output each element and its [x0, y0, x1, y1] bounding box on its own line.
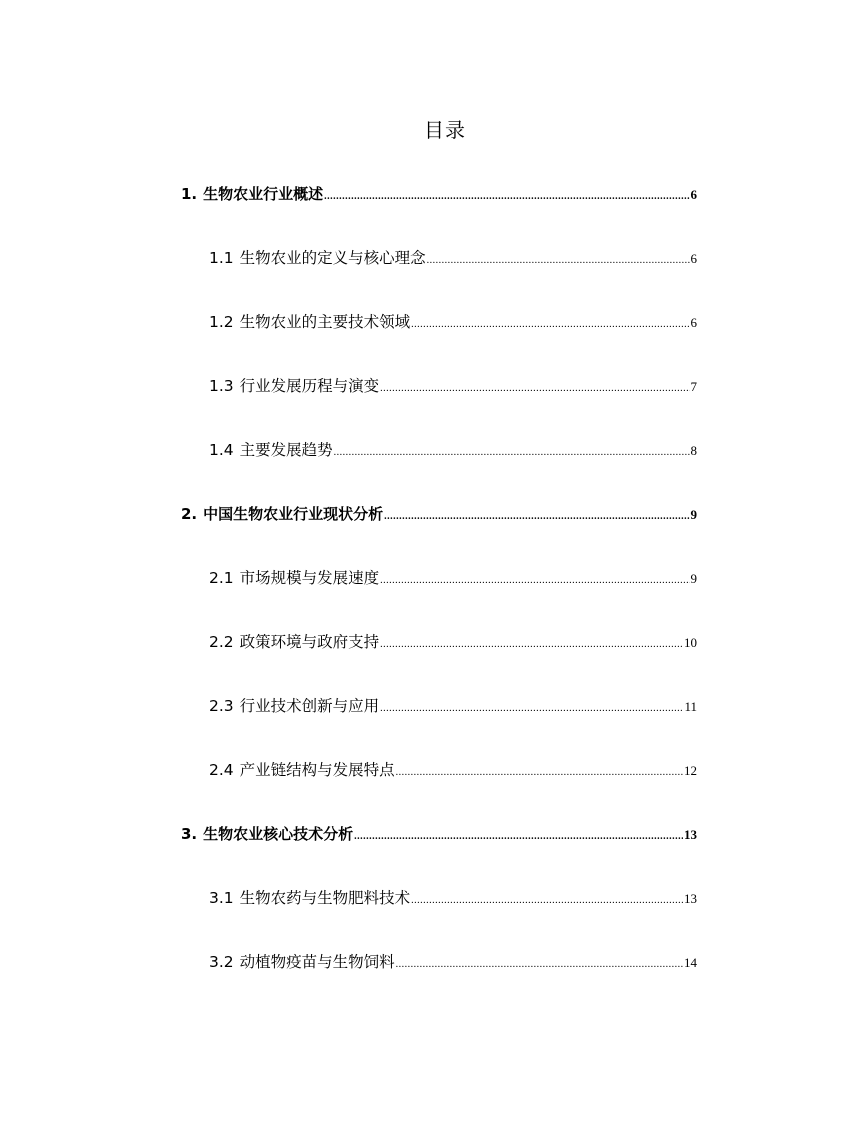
- toc-dot-leader: [411, 889, 683, 913]
- toc-entry-2[interactable]: [181, 502, 697, 526]
- toc-entry-number: 2.3: [209, 697, 234, 715]
- toc-entry-label: 生物农业的主要技术领域: [239, 313, 411, 331]
- toc-entry-2-2[interactable]: [209, 630, 697, 654]
- toc-entry-2-4[interactable]: [209, 758, 697, 782]
- toc-entry-1-3[interactable]: [209, 374, 697, 398]
- toc-entry-label: 生物农业核心技术分析: [203, 825, 354, 843]
- toc-entry-page: 8: [690, 443, 697, 458]
- toc-entry-1-2[interactable]: [209, 310, 697, 334]
- toc-entry-label: 生物农业的定义与核心理念: [239, 249, 426, 267]
- toc-entry-label: 中国生物农业行业现状分析: [203, 505, 384, 523]
- toc-entry-number: 2.2: [209, 633, 234, 651]
- toc-dot-leader: [380, 377, 689, 401]
- toc-entry-page: 6: [690, 251, 697, 266]
- toc-entry-label: 生物农业行业概述: [203, 185, 324, 203]
- toc-entry-page: 9: [690, 571, 697, 586]
- toc-dot-leader: [396, 761, 683, 785]
- toc-entry-page: 13: [684, 891, 697, 906]
- toc-dot-leader: [380, 633, 683, 657]
- toc-entry-3-1[interactable]: [209, 886, 697, 910]
- toc-entry-3[interactable]: [181, 822, 697, 846]
- toc-dot-leader: [396, 953, 683, 977]
- toc-entry-number: 1.2: [209, 313, 234, 331]
- toc-entry-page: 6: [690, 315, 697, 330]
- toc-entry-page: 14: [684, 955, 697, 970]
- toc-entry-number: 2.4: [209, 761, 234, 779]
- toc-entry-number: 1.1: [209, 249, 234, 267]
- toc-entry-number: 2.1: [209, 569, 234, 587]
- toc-entry-number: 3.1: [209, 889, 234, 907]
- toc-dot-leader: [380, 569, 689, 593]
- toc-entry-number: 3.2: [209, 953, 234, 971]
- toc-entry-2-1[interactable]: [209, 566, 697, 590]
- toc-entry-page: 11: [684, 699, 697, 714]
- toc-entry-number: 2.: [181, 505, 198, 523]
- toc-entry-1-1[interactable]: [209, 246, 697, 270]
- toc-dot-leader: [384, 505, 689, 529]
- toc-entry-label: 行业发展历程与演变: [239, 377, 380, 395]
- toc-title: 目录: [424, 118, 466, 142]
- toc-entry-number: 1.3: [209, 377, 234, 395]
- toc-entry-label: 市场规模与发展速度: [239, 569, 380, 587]
- toc-entry-label: 产业链结构与发展特点: [239, 761, 395, 779]
- toc-entry-page: 10: [684, 635, 697, 650]
- toc-entry-page: 9: [690, 507, 697, 522]
- toc-entry-1-4[interactable]: [209, 438, 697, 462]
- toc-entry-label: 主要发展趋势: [239, 441, 333, 459]
- toc-dot-leader: [354, 825, 683, 849]
- toc-dot-leader: [324, 185, 689, 209]
- toc-dot-leader: [427, 249, 690, 273]
- toc-entry-label: 生物农药与生物肥料技术: [239, 889, 411, 907]
- toc-entry-page: 13: [684, 827, 697, 842]
- toc-entry-label: 动植物疫苗与生物饲料: [239, 953, 395, 971]
- toc-entry-page: 7: [690, 379, 697, 394]
- toc-dot-leader: [334, 441, 690, 465]
- toc-entry-number: 1.4: [209, 441, 234, 459]
- toc-entry-3-2[interactable]: [209, 950, 697, 974]
- toc-dot-leader: [380, 697, 683, 721]
- toc-entry-2-3[interactable]: [209, 694, 697, 718]
- toc-entry-number: 1.: [181, 185, 198, 203]
- toc-entry-1[interactable]: [181, 182, 697, 206]
- toc-entry-number: 3.: [181, 825, 198, 843]
- toc-dot-leader: [411, 313, 689, 337]
- toc-entry-page: 6: [690, 187, 697, 202]
- toc-entry-page: 12: [684, 763, 697, 778]
- toc-entry-label: 行业技术创新与应用: [239, 697, 380, 715]
- toc-entry-label: 政策环境与政府支持: [239, 633, 380, 651]
